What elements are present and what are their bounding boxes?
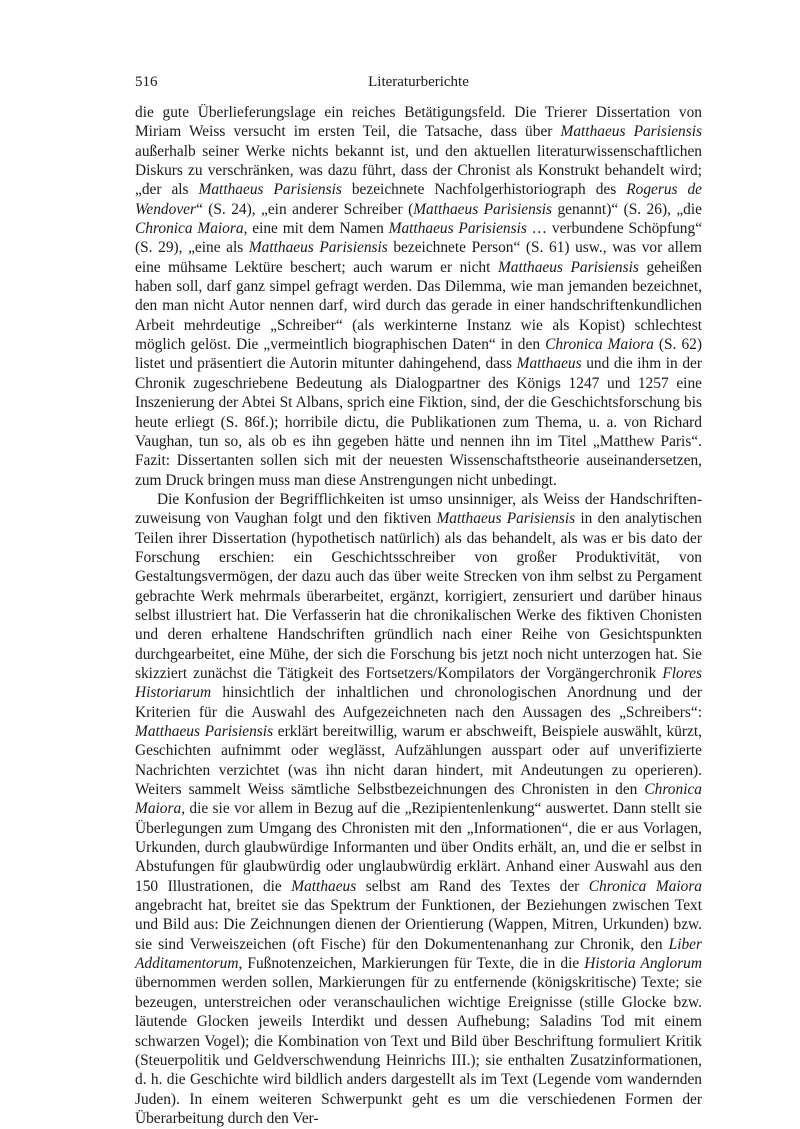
italic-title: Matthaeus Parisiensis <box>436 510 576 528</box>
text-run: übernommen werden sollen, Markierungen für zu entfernende (königskritische) Texte; sie bezeugen, unterstreichen oder veranschaulichen wichtige Ereignisse (stille Glocke bzw. läutende Glocken jeweils Interdikt und dessen Aufhebung; Saladins Tod mit einem schwarzen Vogel); die Kombination von Text und Bild über Beschriftung formuliert Kritik (Steuerpolitik und Geldverschwendung Heinrichs III.); sie enthalten Zusatzinformationen, d. h. die Geschichte wird bildlich anders dargestellt als im Text (Legende vom wandernden Juden). In einem weiteren Schwerpunkt geht es um die verschiedenen Formen der Überarbeitung durch den Ver- <box>135 974 702 1127</box>
italic-title: Historia Anglorum <box>584 955 702 973</box>
text-run: angebracht hat, breitet sie das Spektrum der Funktionen, der Beziehungen zwischen Text und Bild aus: Die Zeichnungen dienen der Orientierung (Wappen, Mitren, Urkunden) bzw. sie sind Verweiszeichen (oft Fische) für den Dokumentenanhang zur Chronik, den <box>135 897 702 953</box>
italic-title: Matthaeus Parisiensis <box>560 123 702 141</box>
running-head <box>135 74 702 94</box>
text-run: außerhalb seiner Werke nichts bekannt ist, und den aktuellen literaturwissenschaftlichen Diskurs zu verschränken, was dazu führt, dass der Chronist als Konstrukt behandelt wird; „der als <box>135 142 702 199</box>
text-run: … verbundene Schöpfung“ (S. 29), „eine als <box>135 220 703 257</box>
text-run: bezeichnete Person“ (S. 61) usw., was vor allem eine mühsame Lektüre beschert; auch warum er nicht <box>135 239 702 276</box>
text-run: geheißen haben soll, darf ganz simpel gefragt werden. Das Dilemma, wie man jemanden bezeichnet, den man nicht Autor nennen darf, wird durch das gerade in einer handschriftenkundlichen Arbeit mehrdeutige „Schreiber“ (als werkinterne Instanz wie als Kopist) schlechtest möglich gelöst. Die „vermeintlich biographischen Daten“ in den <box>135 258 702 354</box>
italic-title: Chronica Maiora <box>588 877 703 895</box>
italic-title: Flores Historiarum <box>135 664 702 702</box>
italic-title: Chronica Maiora <box>135 220 244 238</box>
text-run: genannt)“ (S. 26), „die <box>552 200 702 218</box>
text-run: in den analytischen Teilen ihrer Dissertation (hypothetisch natürlich) als das behandelt, als was er bis dato der Forschung erschien: ein Geschichtsschreiber von großer Produktivität, von Gestaltungsvermögen, der dazu auch das über weite Strecken von ihm selbst zu Pergament gebrachte Werk mehrmals überarbeitet, ergänzt, korrigiert, zensuriert und darüber hinaus selbst illustriert hat. Die Verfasserin hat die chronikalischen Werke des fiktiven Chonisten und deren erhaltene Handschriften gründlich nach einer Reihe von Gesichtspunkten durchgearbeitet, eine Mühe, der sich die Forschung bis jetzt noch nicht unterzogen hat. Sie skizziert zunächst die Tätigkeit des Fortsetzers/Kompilators der Vorgängerchronik <box>135 510 702 682</box>
italic-title: Matthaeus Parisiensis <box>198 181 342 199</box>
italic-title: Chronica Maiora <box>135 781 702 818</box>
text-run: bezeichnete Nachfolgerhistoriograph des <box>341 181 627 199</box>
text-run: (S. 62) listet und präsentiert die Autorin mitunter dahingehend, dass <box>135 336 703 373</box>
italic-title: Matthaeus Parisiensis <box>135 723 274 740</box>
italic-title: Matthaeus Parisiensis <box>497 258 639 276</box>
text-run: die gute Überlieferungslage ein reiches Betätigungsfeld. Die Trierer Dissertation von Miriam Weiss versucht im ersten Teil, die Tatsache, dass über <box>135 104 702 141</box>
italic-title: Rogerus de Wendover <box>135 181 703 218</box>
text-run: selbst am Rand des Textes der <box>356 877 589 895</box>
italic-title: Matthaeus Parisiensis <box>388 220 527 238</box>
text-run: , Fußnotenzeichen, Markierungen für Texte, die in die <box>238 955 585 973</box>
text-run: und die ihm in der Chronik zugeschriebene Bedeutung als Dialogpartner des Königs 1247 und 1257 eine Inszenierung der Abtei St Albans, sprich eine Fiktion, sind, der die Geschichtsforschung bis heute erliegt (S. 86f.); horribile dictu, die Publikationen zum Thema, u. a. von Richard Vaughan, tun so, als ob es ihn gegeben hätte und nennen ihn im Titel „Matthew Paris“. Fazit: Dissertanten sollen sich mit der neuesten Wissenschaftstheorie auseinandersetzen, zum Druck bringen muss man diese Anstrengungen nicht unbedingt. <box>135 355 702 489</box>
italic-title: Matthaeus <box>516 355 582 373</box>
italic-title: Chronica Maiora <box>545 336 654 354</box>
paragraph-2 <box>135 490 702 1128</box>
text-run: hinsichtlich der inhaltlichen und chronologischen Anordnung und der Kriterien für die Auswahl des Aufgezeichneten nach den Aussagen des „Schreibers“: <box>135 684 702 721</box>
text-run: , die sie vor allem in Bezug auf die „Rezipientenlenkung“ auswertet. Dann stellt sie Überlegungen zum Umgang des Chronisten mit den „Informationen“, die er aus Vorlagen, Urkunden, durch glaubwürdige Informanten und über Ondits erhält, an, und die er selbst in Abstufungen für glaubwürdig oder unglaubwürdig erklärt. Anhand einer Auswahl aus den 150 Illustrationen, die <box>135 800 702 895</box>
paragraph-1 <box>135 103 702 490</box>
page-number: 516 <box>135 74 158 90</box>
italic-title: Matthaeus Parisiensis <box>248 239 388 257</box>
text-run: , eine mit dem Namen <box>243 220 389 238</box>
italic-title: Matthaeus <box>291 877 357 895</box>
text-run: erklärt bereitwillig, warum er abschweift, Beispiele auswählt, kürzt, Geschichten aufnimmt oder weglässt, Aufzählungen ausspart oder auf unverifizierte Nachrichten verzichtet (was ihn nicht daran hindert, mit Andeutungen zu operieren). Weiters sammelt Weiss sämtliche Selbstbezeichnungen des Chronisten in den <box>135 723 703 799</box>
italic-title: Liber Additamentorum <box>135 935 702 973</box>
body-text <box>135 103 702 1128</box>
italic-title: Matthaeus Parisiensis <box>413 200 553 218</box>
text-run: “ (S. 24), „ein anderer Schreiber ( <box>195 200 414 218</box>
running-title: Literaturberichte <box>368 74 469 90</box>
journal-page <box>135 74 702 1128</box>
text-run: Die Konfusion der Begrifflichkeiten ist umso unsinniger, als Weiss der Handschriftenzuweisung von Vaughan folgt und den fiktiven <box>135 490 702 528</box>
